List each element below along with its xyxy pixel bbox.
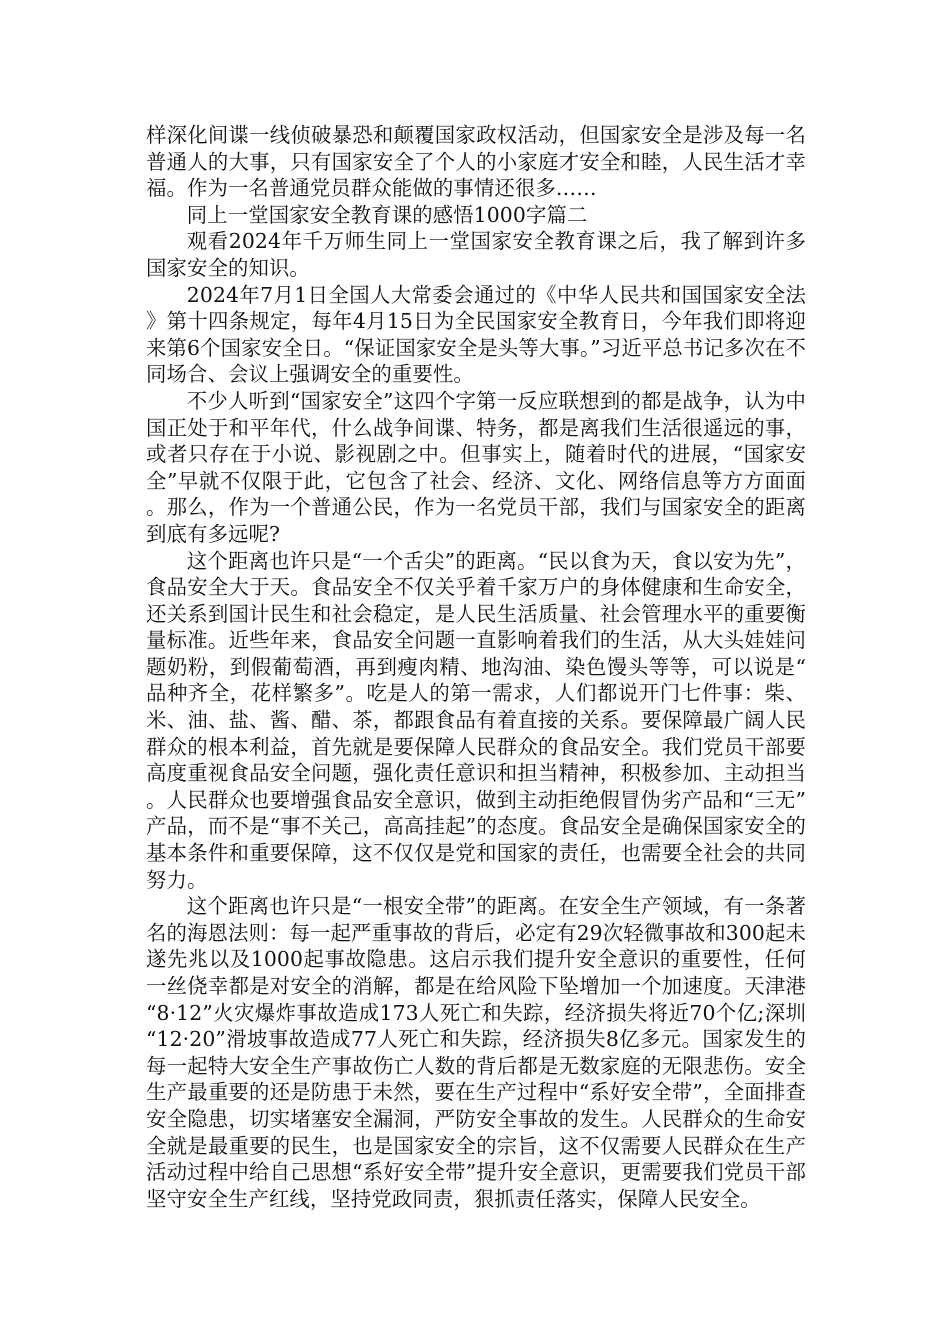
paragraph-law: 2024年7月1日全国人大常委会通过的《中华人民共和国国家安全法》第十四条规定，每年4月15日为全民国家安全教育日，今年我们即将迎来第6个国家安全日。“保证国家安全是头等大事。”习近平总书记多次在不同场合、会议上强调安全的重要性。: [146, 282, 806, 387]
section-heading: 同上一堂国家安全教育课的感悟1000字篇二: [186, 202, 588, 227]
paragraph-intro: 观看2024年千万师生同上一堂国家安全教育课之后，我了解到许多国家安全的知识。: [146, 229, 806, 280]
paragraph-food-safety: 这个距离也许只是“一个舌尖”的距离。“民以食为天，食以安为先”，食品安全大于天。食品安全不仅关乎着千家万户的身体健康和生命安全，还关系到国计民生和社会稳定，是人民生活质量、社会管理水平的重要衡量标准。近些年来，食品安全问题一直影响着我们的生活，从大头娃娃问题奶粉，到假葡萄酒，再到瘦肉精、地沟油、染色馒头等等，可以说是“品种齐全，花样繁多”。吃是人的第一需求，人们都说开门七件事：柴、米、油、盐、酱、醋、茶，都跟食品有着直接的关系。要保障最广阔人民群众的根本利益，首先就是要保障人民群众的食品安全。我们党员干部要高度重视食品安全问题，强化责任意识和担当精神，积极参加、主动担当。人民群众也要增强食品安全意识，做到主动拒绝假冒伪劣产品和“三无”产品，而不是“事不关己，高高挂起”的态度。食品安全是确保国家安全的基本条件和重要保障，这不仅仅是党和国家的责任，也需要全社会的共同努力。: [146, 548, 806, 892]
paragraph-production-safety: 这个距离也许只是“一根安全带”的距离。在安全生产领域，有一条著名的海恩法则：每一起严重事故的背后，必定有29次轻微事故和300起未遂先兆以及1000起事故隐患。这启示我们提升安全意识的重要性，任何一丝侥幸都是对安全的消解，都是在给风险下坠增加一个加速度。天津港“8·12”火灾爆炸事故造成173人死亡和失踪，经济损失将近70个亿;深圳“12·20”滑坡事故造成77人死亡和失踪，经济损失8亿多元。国家发生的每一起特大安全生产事故伤亡人数的背后都是无数家庭的无限悲伤。安全生产最重要的还是防患于未然，要在生产过程中“系好安全带”，全面排查安全隐患，切实堵塞安全漏洞，严防安全事故的发生。人民群众的生命安全就是最重要的民生，也是国家安全的宗旨，这不仅需要人民群众在生产活动过程中给自己思想“系好安全带”提升安全意识，更需要我们党员干部坚守安全生产红线，坚持党政同责，狠抓责任落实，保障人民安全。: [146, 894, 806, 1211]
paragraph-continuation: 样深化间谍一线侦破暴恐和颠覆国家政权活动，但国家安全是涉及每一名普通人的大事，只有国家安全了个人的小家庭才安全和睦，人民生活才幸福。作为一名普通党员群众能做的事情还很多……: [146, 123, 806, 201]
document-body: [146, 122, 806, 1212]
paragraph-perception: 不少人听到“国家安全”这四个字第一反应联想到的都是战争，认为中国正处于和平年代，什么战争间谍、特务，都是离我们生活很遥远的事，或者只存在于小说、影视剧之中。但事实上，随着时代的进展，“国家安全”早就不仅限于此，它包含了社会、经济、文化、网络信息等方方面面。那么，作为一个普通公民，作为一名党员干部，我们与国家安全的距离到底有多远呢?: [146, 388, 806, 546]
